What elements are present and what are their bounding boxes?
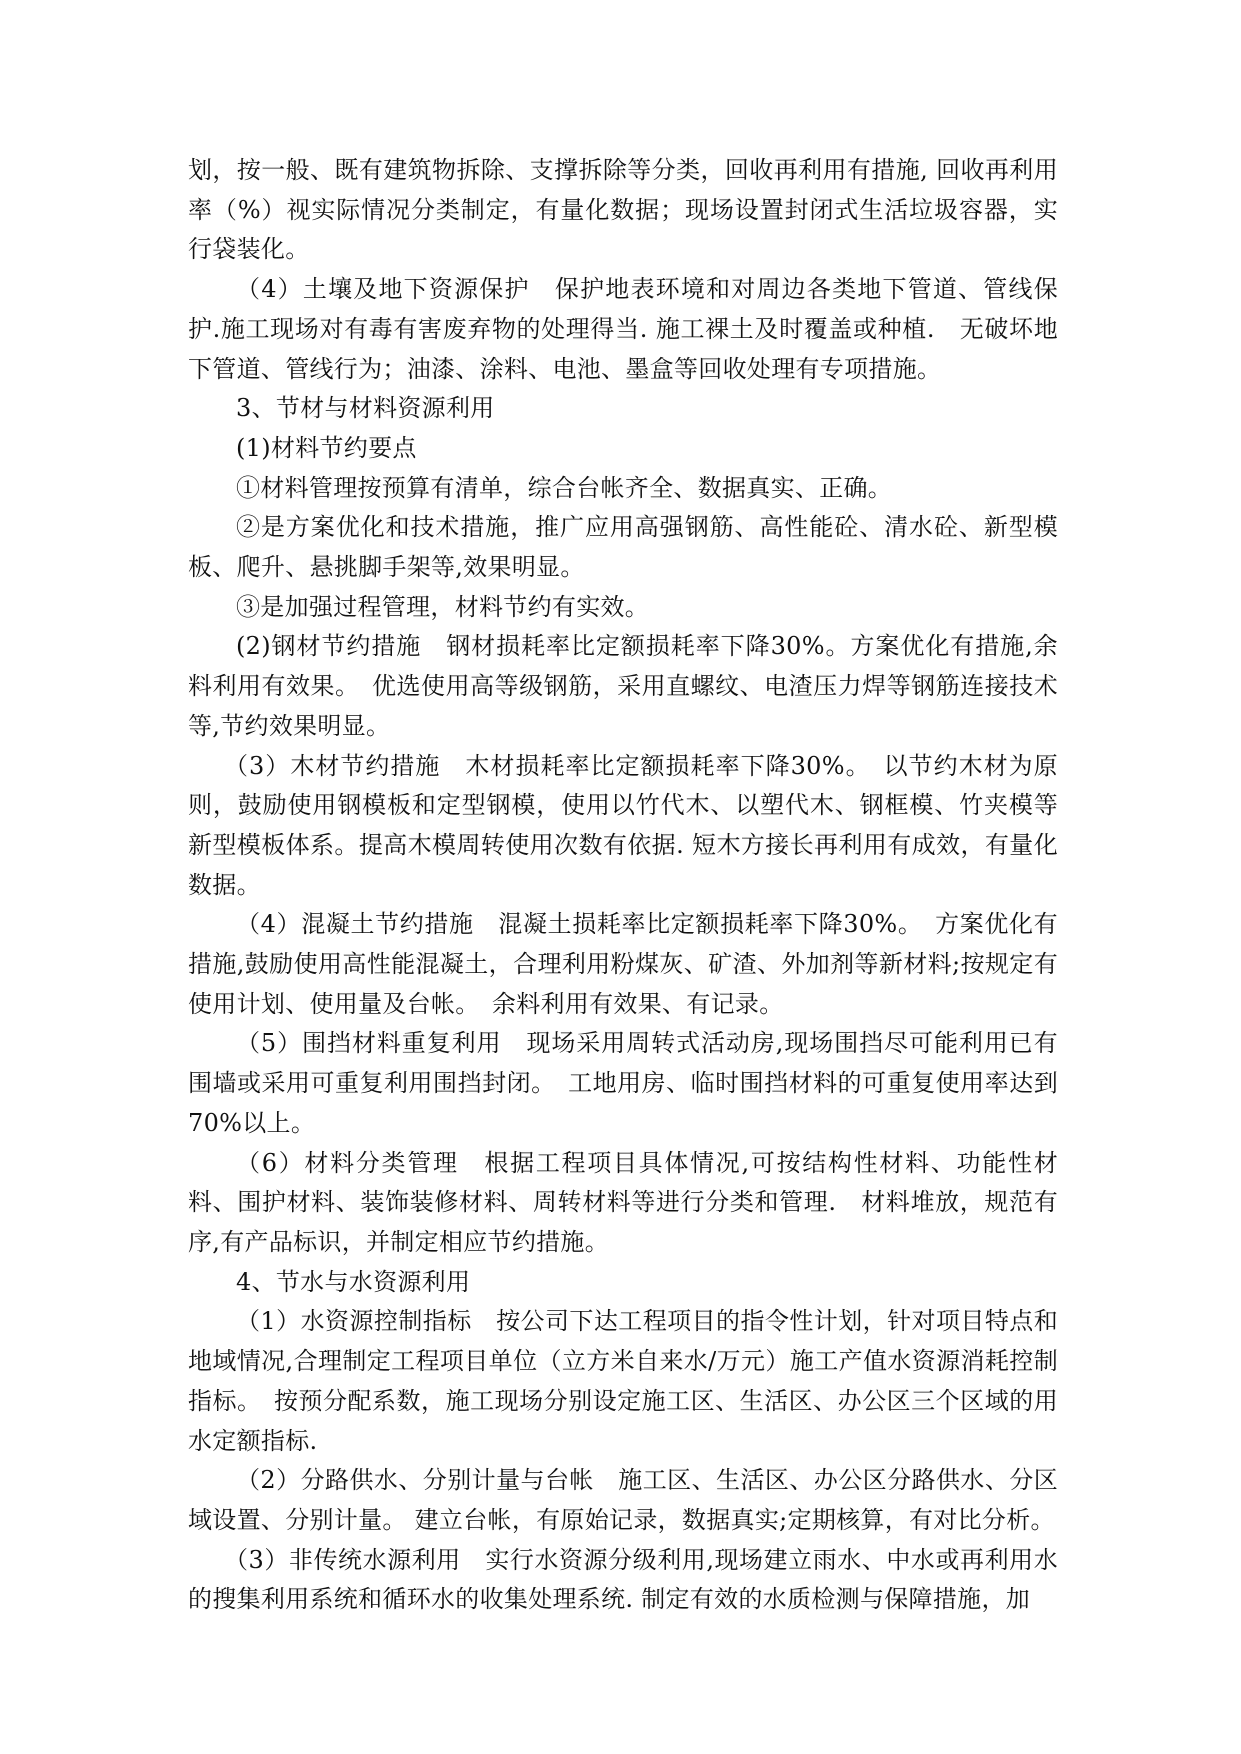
paragraph-15: （2）分路供水、分别计量与台帐 施工区、生活区、办公区分路供水、分区域设置、分别计量。 建立台帐，有原始记录，数据真实;定期核算，有对比分析。	[188, 1466, 1058, 1534]
paragraph-7: ③是加强过程管理，材料节约有实效。	[236, 592, 650, 621]
paragraph-16: （3）非传统水源利用 实行水资源分级利用,现场建立雨水、中水或再利用水的搜集利用系统和循环水的收集处理系统. 制定有效的水质检测与保障措施，加	[188, 1545, 1058, 1614]
paragraph-10: （4）混凝土节约措施 混凝土损耗率比定额损耗率下降30%。 方案优化有措施,鼓励使用高性能混凝土，合理利用粉煤灰、矿渣、外加剂等新材料;按规定有使用计划、使用量及台帐。 余料利用有效果、有记录。	[188, 910, 1058, 1018]
paragraph-2: （4）土壤及地下资源保护 保护地表环境和对周边各类地下管道、管线保护.施工现场对有毒有害废弃物的处理得当. 施工裸土及时覆盖或种植. 无破坏地下管道、管线行为；油漆、涂料、电池、墨盒等回收处理有专项措施。	[188, 275, 1058, 383]
paragraph-8: (2)钢材节约措施 钢材损耗率比定额损耗率下降30%。方案优化有措施,余料利用有效果。 优选使用高等级钢筋，采用直螺纹、电渣压力焊等钢筋连接技术等,节约效果明显。	[188, 632, 1058, 740]
paragraph-4: (1)材料节约要点	[236, 433, 417, 462]
paragraph-6: ②是方案优化和技术措施，推广应用高强钢筋、高性能砼、清水砼、新型模板、爬升、悬挑脚手架等,效果明显。	[188, 513, 1058, 582]
paragraph-11: （5）围挡材料重复利用 现场采用周转式活动房,现场围挡尽可能利用已有围墙或采用可重复利用围挡封闭。 工地用房、临时围挡材料的可重复使用率达到70%以上。	[188, 1029, 1058, 1137]
paragraph-1: 划，按一般、既有建筑物拆除、支撑拆除等分类，回收再利用有措施, 回收再利用率（%）视实际情况分类制定，有量化数据；现场设置封闭式生活垃圾容器，实行袋装化。	[188, 156, 1058, 264]
section-heading-4: 4、节水与水资源利用	[236, 1267, 471, 1296]
paragraph-9: （3）木材节约措施 木材损耗率比定额损耗率下降30%。 以节约木材为原则，鼓励使用钢模板和定型钢模，使用以竹代木、以塑代木、钢框模、竹夹模等新型模板体系。提高木模周转使用次数有依据. 短木方接长再利用有成效，有量化数据。	[188, 751, 1058, 899]
paragraph-14: （1）水资源控制指标 按公司下达工程项目的指令性计划，针对项目特点和地域情况,合理制定工程项目单位（立方米自来水/万元）施工产值水资源消耗控制指标。 按预分配系数，施工现场分别设定施工区、生活区、办公区三个区域的用水定额指标.	[188, 1307, 1058, 1455]
paragraph-12: （6）材料分类管理 根据工程项目具体情况,可按结构性材料、功能性材料、围护材料、装饰装修材料、周转材料等进行分类和管理. 材料堆放，规范有序,有产品标识，并制定相应节约措施。	[188, 1148, 1058, 1256]
document-body	[188, 151, 1058, 1620]
section-heading-3: 3、节材与材料资源利用	[236, 394, 495, 423]
paragraph-5: ①材料管理按预算有清单，综合台帐齐全、数据真实、正确。	[236, 473, 893, 502]
